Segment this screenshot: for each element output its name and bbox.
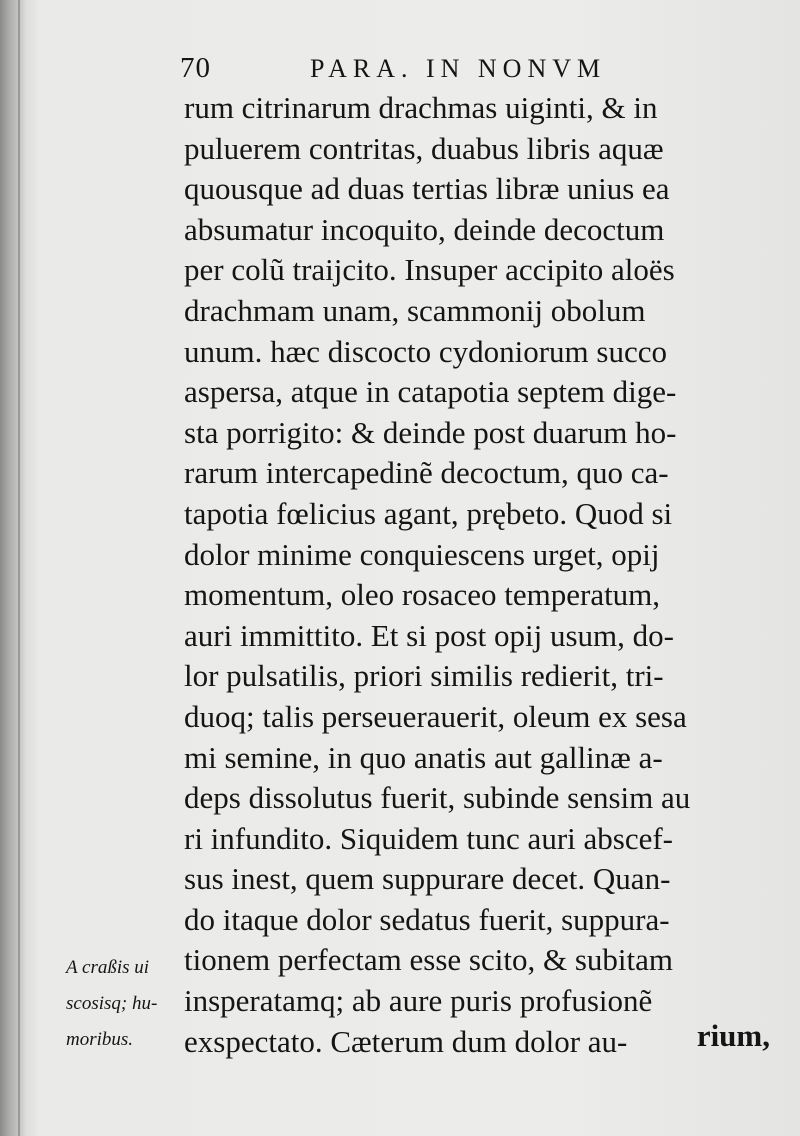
text-line: quousque ad duas tertias libræ unius ea <box>184 171 670 207</box>
text-line: ri infundito. Siquidem tunc auri abscef- <box>184 820 673 856</box>
page-number: 70 <box>180 52 211 84</box>
text-line: duoq; talis perseuerauerit, oleum ex sesa <box>184 698 687 734</box>
text-line: rum citrinarum drachmas uiginti, & in <box>184 90 658 125</box>
text-line: sta porrigito: & deinde post duarum ho- <box>184 414 677 450</box>
text-line: momentum, oleo rosaceo temperatum, <box>184 577 661 613</box>
text-line: exspectato. Cæterum dum dolor au- <box>184 1023 628 1059</box>
text-line: dolor minime conquiescens urget, opij <box>184 536 660 572</box>
text-line: absumatur incoquito, deinde decoctum <box>184 211 665 247</box>
text-line: tionem perfectam esse scito, & subitam <box>184 942 673 978</box>
text-line: drachmam unam, scammonij obolum <box>184 292 646 328</box>
text-line: puluerem contritas, duabus libris aquæ <box>184 130 664 166</box>
body-text <box>184 88 776 1062</box>
text-line: rarum intercapedinẽ decoctum, quo ca- <box>184 455 669 491</box>
margin-note-line: scosisq; hu- <box>66 993 158 1014</box>
page-header <box>180 52 760 92</box>
margin-note-line: A craßis ui <box>66 957 150 978</box>
margin-note-line: moribus. <box>66 1029 134 1050</box>
margin-note <box>66 950 186 1058</box>
text-line: lor pulsatilis, priori similis redierit, tri- <box>184 658 664 694</box>
running-title: PARA. IN NONVM <box>310 54 607 83</box>
page-edge-line <box>18 0 20 1136</box>
text-line: aspersa, atque in catapotia septem dige- <box>184 374 677 410</box>
text-line: insperatamq; ab aure puris profusionẽ <box>184 983 653 1019</box>
book-spine-shadow <box>0 0 26 1136</box>
text-line: sus inest, quem suppurare decet. Quan- <box>184 861 671 897</box>
text-line: per colũ traijcito. Insuper accipito aloës <box>184 252 675 288</box>
text-line: mi semine, in quo anatis aut gallinæ a- <box>184 739 663 775</box>
text-line: unum. hæc discocto cydoniorum succo <box>184 333 667 369</box>
text-line: deps dissolutus fuerit, subinde sensim au <box>184 780 691 816</box>
text-line: tapotia fœlicius agant, prębeto. Quod si <box>184 495 673 531</box>
text-line: do itaque dolor sedatus fuerit, suppura- <box>184 901 670 937</box>
catchword: rium, <box>696 1018 770 1053</box>
text-line: auri immittito. Et si post opij usum, do- <box>184 617 674 653</box>
